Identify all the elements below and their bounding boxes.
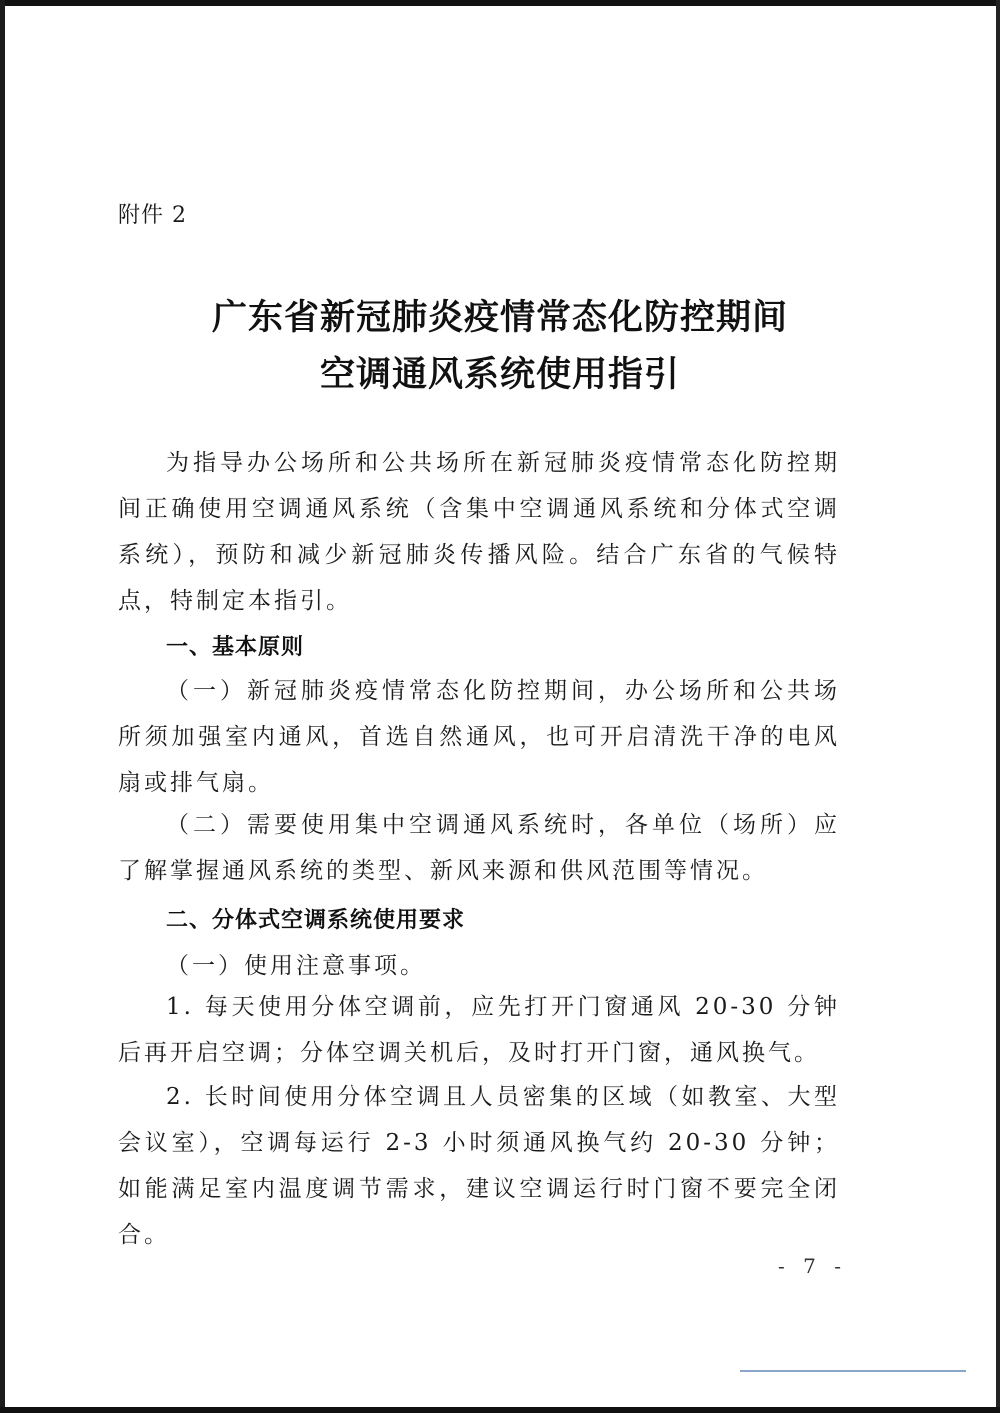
section-1-heading: 一、基本原则 xyxy=(166,635,305,660)
section-2-point-2: 2. 长时间使用分体空调且人员密集的区域（如教室、大型会议室），空调每运行 2-3 小时须通风换气约 20-30 分钟；如能满足室内温度调节需求，建议空调运行时门窗不要完全闭合。 xyxy=(118,1084,840,1248)
intro-paragraph: 为指导办公场所和公共场所在新冠肺炎疫情常态化防控期间正确使用空调通风系统（含集中空调通风系统和分体式空调系统），预防和减少新冠肺炎传播风险。结合广东省的气候特点，特制定本指引。 xyxy=(118,450,840,614)
scan-edge-right xyxy=(996,0,1000,1413)
section-2-point-1: 1. 每天使用分体空调前，应先打开门窗通风 20-30 分钟后再开启空调；分体空调关机后，及时打开门窗，通风换气。 xyxy=(118,994,840,1066)
section-2-subheading: （一）使用注意事项。 xyxy=(166,953,426,979)
section-1-item-2: （二）需要使用集中空调通风系统时，各单位（场所）应了解掌握通风系统的类型、新风来源和供风范围等情况。 xyxy=(118,812,840,884)
page-number: - 7 - xyxy=(778,1254,847,1278)
attachment-label: 附件 2 xyxy=(118,203,187,228)
document-title-line-2: 空调通风系统使用指引 xyxy=(319,355,680,395)
scan-edge-left xyxy=(0,0,5,1413)
bottom-rule xyxy=(740,1370,966,1372)
scan-edge-top xyxy=(0,0,1000,6)
scan-edge-bottom xyxy=(0,1407,1000,1413)
document-title-line-1: 广东省新冠肺炎疫情常态化防控期间 xyxy=(211,298,788,338)
section-1-item-1: （一）新冠肺炎疫情常态化防控期间，办公场所和公共场所须加强室内通风，首选自然通风，也可开启清洗干净的电风扇或排气扇。 xyxy=(118,678,840,796)
section-2-heading: 二、分体式空调系统使用要求 xyxy=(166,908,466,933)
